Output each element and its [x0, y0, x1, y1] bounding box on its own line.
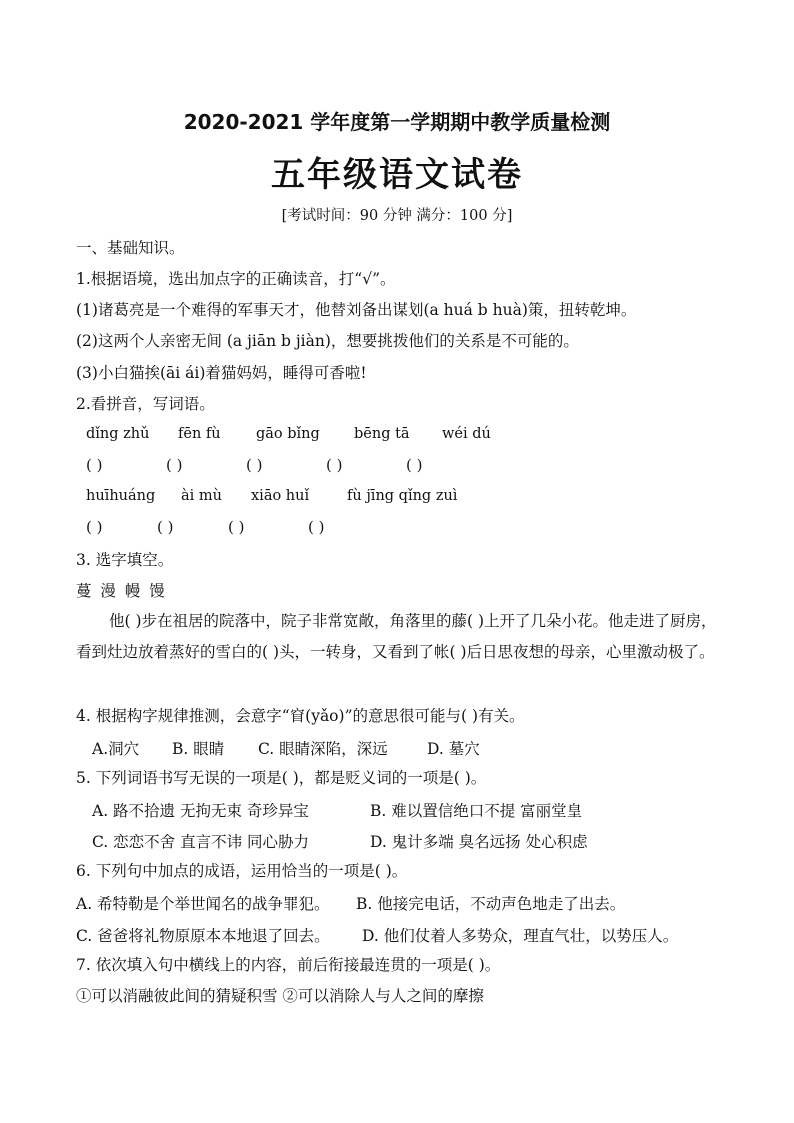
q5-option-c[interactable]: C. 恋恋不舍 直言不讳 同心胁力 — [92, 833, 310, 851]
answer-blank[interactable]: ( ) — [166, 456, 183, 474]
q1-prompt: 1.根据语境，选出加点字的正确读音，打“√”。 — [76, 270, 396, 288]
pinyin-item: fēn fù — [178, 426, 221, 442]
q4-option-d[interactable]: D. 墓穴 — [427, 740, 480, 758]
q5-option-b[interactable]: B. 难以置信绝口不提 富丽堂皇 — [370, 802, 583, 820]
q7-line-1: ①可以消融彼此间的猜疑积雪 ②可以消除人与人之间的摩擦 — [76, 987, 484, 1005]
q2-pinyin-row-2 — [86, 488, 457, 504]
q2-answer-row-1 — [86, 456, 422, 474]
pinyin-item: gāo bǐng — [256, 426, 320, 442]
q4-option-c[interactable]: C. 眼睛深陷，深远 — [258, 740, 388, 758]
pinyin-item: bēng tā — [354, 426, 410, 442]
answer-blank[interactable]: ( ) — [246, 456, 263, 474]
q6-option-a[interactable]: A. 希特勒是个举世闻名的战争罪犯。 — [76, 895, 330, 913]
q6-option-c[interactable]: C. 爸爸将礼物原原本本地退了回去。 — [76, 927, 330, 945]
q4-option-b[interactable]: B. 眼睛 — [172, 740, 225, 758]
answer-blank[interactable]: ( ) — [406, 456, 423, 474]
q2-pinyin-row-1 — [86, 426, 491, 442]
pinyin-item: ài mù — [181, 488, 222, 504]
q2-answer-row-2 — [86, 518, 324, 536]
answer-blank[interactable]: ( ) — [86, 456, 103, 474]
answer-blank[interactable]: ( ) — [308, 518, 325, 536]
q2-prompt: 2.看拼音，写词语。 — [76, 395, 215, 413]
q3-prompt: 3. 选字填空。 — [76, 551, 174, 569]
pinyin-item: xiāo huǐ — [251, 488, 310, 504]
exam-subtitle: 2020-2021 学年度第一学期期中教学质量检测 — [183, 110, 611, 134]
answer-blank[interactable]: ( ) — [228, 518, 245, 536]
q5-prompt: 5. 下列词语书写无误的一项是( )，都是贬义词的一项是( )。 — [76, 769, 487, 787]
pinyin-item: fù jīng qǐng zuì — [347, 488, 458, 504]
q3-choices: 蔓 漫 幔 馒 — [76, 582, 167, 600]
exam-title: 五年级语文试卷 — [271, 155, 523, 195]
q1-item-2: (2)这两个人亲密无间 (a jiān b jiàn)，想要挑拨他们的关系是不可能的。 — [76, 332, 579, 350]
answer-blank[interactable]: ( ) — [86, 518, 103, 536]
answer-blank[interactable]: ( ) — [157, 518, 174, 536]
q6-option-d[interactable]: D. 他们仗着人多势众，理直气壮，以势压人。 — [362, 927, 679, 945]
q5-option-d[interactable]: D. 鬼计多端 臭名远扬 处心积虑 — [370, 833, 588, 851]
section-heading: 一、基础知识。 — [76, 239, 185, 257]
q3-paragraph: 他( )步在祖居的院落中，院子非常宽敞，角落里的藤( )上开了几朵小花。他走进了厨房，看到灶边放着蒸好的雪白的( )头，一转身，又看到了帐( )后日思夜想的母亲，心里激动极了。 — [76, 612, 717, 661]
q6-prompt: 6. 下列句中加点的成语，运用恰当的一项是( )。 — [76, 862, 408, 880]
pinyin-item: wéi dú — [442, 426, 491, 442]
q7-prompt: 7. 依次填入句中横线上的内容，前后衔接最连贯的一项是( )。 — [76, 956, 501, 974]
q4-prompt: 4. 根据构字规律推测，会意字“窅(yǎo)”的意思很可能与( )有关。 — [76, 707, 525, 725]
q6-option-b[interactable]: B. 他接完电话，不动声色地走了出去。 — [356, 895, 626, 913]
q1-item-3: (3)小白猫挨(āi ái)着猫妈妈，睡得可香啦! — [76, 364, 367, 382]
q5-option-a[interactable]: A. 路不拾遗 无拘无束 奇珍异宝 — [92, 802, 309, 820]
exam-info: [考试时间：90 分钟 满分：100 分] — [281, 208, 513, 224]
answer-blank[interactable]: ( ) — [326, 456, 343, 474]
pinyin-item: huīhuáng — [86, 488, 156, 504]
q1-item-1: (1)诸葛亮是一个难得的军事天才，他替刘备出谋划(a huá b huà)策，扭转乾坤。 — [76, 301, 637, 319]
q4-option-a[interactable]: A.洞穴 — [92, 740, 140, 758]
pinyin-item: dǐng zhǔ — [86, 426, 150, 442]
